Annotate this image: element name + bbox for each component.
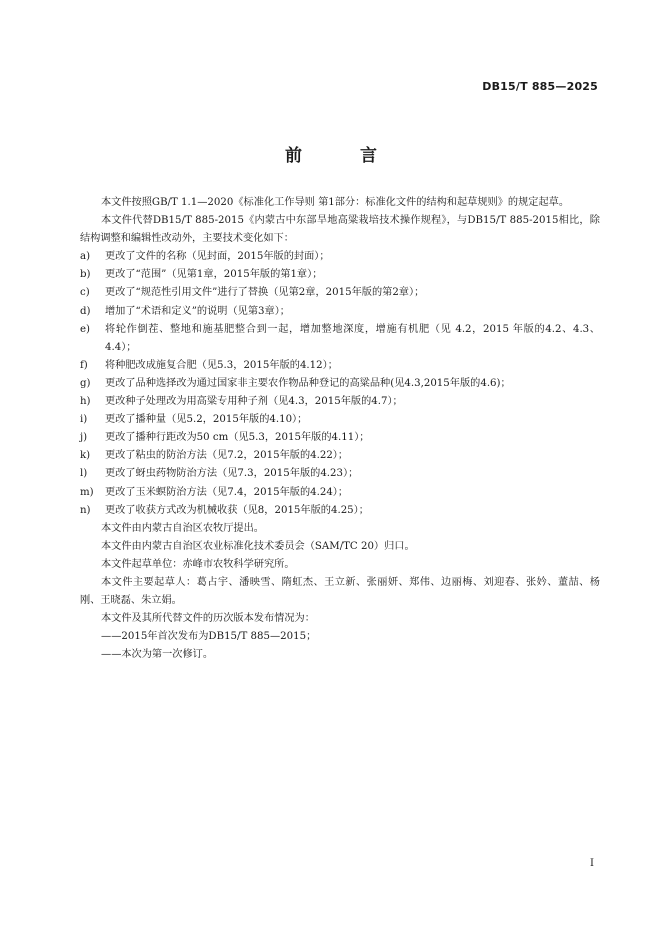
list-text: 更改了“规范性引用文件”进行了替换（见第2章，2015年版的第2章）；: [105, 287, 425, 299]
list-text: 更改了“范围”（见第1章，2015年版的第1章）；: [105, 269, 323, 281]
list-letter: d): [80, 305, 91, 317]
list-item: [80, 484, 600, 502]
list-letter: f): [80, 359, 88, 371]
list-item: [80, 465, 600, 483]
list-text: 将轮作倒茬、整地和施基肥整合到一起，增加整地深度，增施有机肥（见 4.2，2015 年版的4.2、4.3、4.4）；: [105, 323, 600, 353]
changes-list: [80, 248, 600, 519]
list-letter: e): [80, 323, 91, 335]
page-title: 前 言: [285, 146, 403, 166]
list-text: 更改种子处理改为用高粱专用种子剂（见4.3，2015年版的4.7）；: [105, 396, 403, 408]
list-text: 更改了粘虫的防治方法（见7.2，2015年版的4.22）；: [105, 450, 349, 462]
list-text: 更改了播种量（见5.2，2015年版的4.10）；: [105, 414, 308, 426]
list-text: 增加了“术语和定义”的说明（见第3章）；: [105, 305, 290, 317]
list-text: 更改了玉米螟防治方法（见7.4，2015年版的4.24）；: [105, 486, 349, 498]
centralized-paragraph: 本文件由内蒙古自治区农业标准化技术委员会（SAM/TC 20）归口。: [101, 540, 415, 552]
list-text: 将种肥改成施复合肥（见5.3，2015年版的4.12）；: [105, 359, 338, 371]
list-item: [80, 502, 600, 520]
list-item: [80, 248, 600, 266]
history-item: ——本次为第一次修订。: [101, 649, 214, 661]
list-text: 更改了文件的名称（见封面，2015年版的封面）；: [105, 251, 330, 263]
drafters-paragraph: 本文件主要起草人：葛占宇、潘映雪、隋虹杰、王立新、张丽妍、郑伟、边丽梅、刘迎春、张妗、董喆、杨刚、王晓磊、朱立娟。: [80, 576, 600, 607]
list-letter: j): [80, 432, 88, 444]
list-letter: c): [80, 287, 90, 299]
drafting-unit-paragraph: 本文件起草单位：赤峰市农牧科学研究所。: [101, 558, 295, 570]
list-item: [80, 357, 600, 375]
list-text: 更改了品种选择改为通过国家非主要农作物品种登记的高粱品种(见4.3,2015年版的4.6)；: [105, 377, 511, 389]
list-item: [80, 393, 600, 411]
list-text: 更改了蚜虫药物防治方法（见7.3，2015年版的4.23）；: [105, 468, 359, 480]
document-code: DB15/T 885—2025: [482, 80, 598, 93]
list-text: 更改了播种行距改为50 cm（见5.3，2015年版的4.11）；: [105, 432, 370, 444]
history-paragraph: 本文件及其所代替文件的历次版本发布情况为：: [101, 613, 315, 625]
list-item: [80, 321, 600, 357]
list-letter: g): [80, 377, 91, 389]
list-letter: a): [80, 251, 91, 263]
list-item: [80, 375, 600, 393]
list-letter: i): [80, 414, 88, 426]
list-item: [80, 284, 600, 302]
intro-paragraph-1: 本文件按照GB/T 1.1—2020《标准化工作导则 第1部分：标准化文件的结构和起草规则》的规定起草。: [101, 197, 570, 208]
list-item: [80, 266, 600, 284]
list-letter: m): [80, 486, 94, 498]
list-text: 更改了收获方式改为机械收获（见8，2015年版的4.25）；: [105, 504, 369, 516]
history-item: ——2015年首次发布为DB15/T 885—2015；: [101, 631, 317, 643]
list-letter: k): [80, 450, 91, 462]
list-item: [80, 411, 600, 429]
list-letter: l): [80, 468, 88, 480]
list-letter: h): [80, 396, 91, 408]
list-letter: n): [80, 504, 91, 516]
list-item: [80, 303, 600, 321]
intro-paragraph-2: 本文件代替DB15/T 885-2015《内蒙古中东部旱地高粱栽培技术操作规程》，与DB15/T 885-2015相比，除结构调整和编辑性改动外，主要技术变化如下：: [80, 215, 600, 245]
list-letter: b): [80, 269, 91, 281]
list-item: [80, 447, 600, 465]
proposer-paragraph: 本文件由内蒙古自治区农牧厅提出。: [101, 522, 264, 534]
foreword-body: [80, 194, 600, 664]
page-number: I: [590, 858, 594, 869]
list-item: [80, 429, 600, 447]
